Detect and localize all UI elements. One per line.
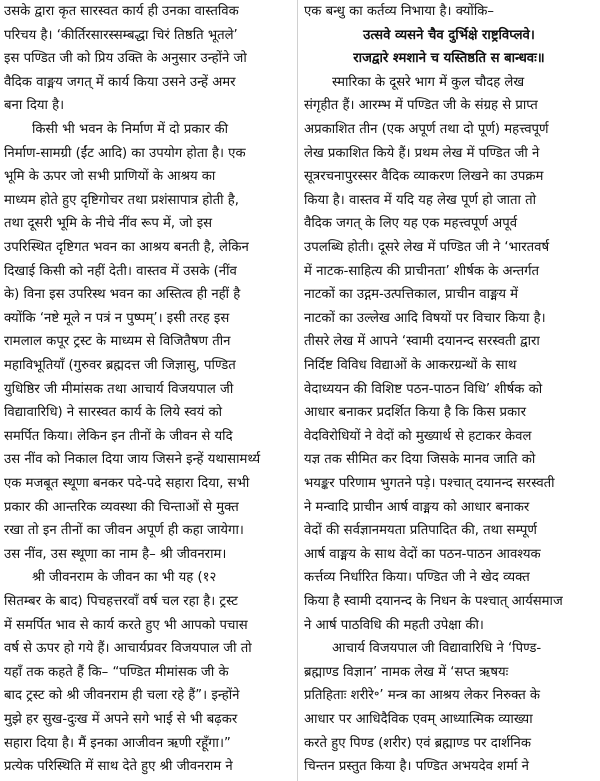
right-column-line: सूत्ररचनापुरस्सर वैदिक व्याकरण लिखने का उपक्रम	[304, 169, 544, 185]
right-column-line: वैदिक जगत् के लिए यह एक महत्त्वपूर्ण अपूर्व	[304, 216, 518, 232]
right-column-line: लेख प्रकाशित किये हैं। प्रथम लेख में पण्डित जी ने	[304, 145, 540, 161]
right-column-line: राजद्वारे श्मशाने च यस्तिष्ठति स बान्धवः॥	[353, 51, 545, 67]
left-column-line: मुझे हर सुख-दुःख में अपने सगे भाई से भी बढ़कर	[4, 712, 238, 727]
left-column-line: निर्माण-सामग्री (ईंट आदि) का उपयोग होता है। एक	[4, 145, 246, 161]
right-column-line: कर्त्तव्य निर्धारित किया। पण्डित जी ने खेद व्यक्त	[304, 570, 530, 586]
left-column-line: में समर्पित भाव से कार्य करते हुए भी आपको पचास	[4, 617, 248, 633]
right-column-line: भयङ्कर परिणाम भुगतने पड़े। पश्चात् दयानन्द सरस्वती	[304, 476, 555, 491]
left-column-line: सहारा दिया है। मैं इनका आजीवन ऋणी रहूँगा।”	[4, 735, 231, 751]
left-column-line: प्रत्येक परिस्थिति में साथ देते हुए श्री जीवनराम ने	[4, 759, 233, 775]
right-column-line: निर्दिष्ट विविध विद्याओं के आकरग्रन्थों के साथ	[304, 358, 517, 373]
right-column-line: आधार पर आधिदैविक एवम् आध्यात्मिक व्याख्या	[304, 712, 533, 727]
left-column-line: बना दिया है।	[4, 98, 65, 114]
right-column-line: एक बन्धु का कर्तव्य निभाया है। क्योंकि–	[304, 4, 494, 19]
left-column-line: उस नींव, उस स्थूणा का नाम है– श्री जीवनराम।	[4, 546, 227, 562]
right-column-line: आचार्य विजयपाल जी विद्यावारिधि ने ‘पिण्ड-	[332, 641, 542, 657]
right-column-line: संगृहीत हैं। आरम्भ में पण्डित जी के संग्रह से प्राप्त	[304, 98, 538, 114]
right-column-line: किया है स्वामी दयानन्द के निधन के पश्चात् आर्यसमाज	[304, 594, 563, 609]
left-column-line: किसी भी भवन के निर्माण में दो प्रकार की	[32, 122, 229, 137]
right-column-line: ब्रह्माण्ड विज्ञान’ नामक लेख में ‘सप्त ऋषयः	[304, 664, 509, 680]
left-column-line: तथा दूसरी भूमि के नीचे नींव रूप में, जो इस	[4, 216, 213, 232]
left-column-line: वर्ष से ऊपर हो गये हैं। आचार्यप्रवर विजयपाल जी तो	[4, 641, 252, 657]
right-column-line: करते हुए पिण्ड (शरीर) एवं ब्रह्माण्ड पर दार्शनिक	[304, 735, 531, 751]
right-column-line: वेदाध्ययन की विशिष्ट पठन-पाठन विधि’ शीर्षक को	[304, 381, 543, 397]
left-column-line: युधिष्ठिर जी मीमांसक तथा आचार्य विजयपाल जी	[4, 381, 234, 397]
left-column-line: महाविभूतियाँ (गुरुवर ब्रह्मदत्त जी जिज्ञासु, पण्डित	[4, 358, 236, 373]
left-column-line: क्योंकि ‘नष्टे मूले न पत्रं न पुष्पम्’। इसी तरह इस	[4, 310, 230, 326]
left-column-line: उस नींव को निकाल दिया जाय जिसने इन्हें यथासामर्थ्य	[4, 452, 261, 468]
right-column-line: किया है। वास्तव में यदि यह लेख पूर्ण हो जाता तो	[304, 192, 537, 208]
right-column-line: उपलब्धि होती। दूसरे लेख में पण्डित जी ने ‘भारतवर्ष	[304, 240, 550, 255]
left-column-line: उसके द्वारा कृत सारस्वत कार्य ही उनका वास्तविक	[4, 4, 239, 19]
left-column-line: प्रकार की आन्तरिक व्यवस्था की चिन्ताओं से मुक्त	[4, 499, 239, 515]
right-column-line: वेदविरोधियों ने वेदों को मुख्यार्थ से हटाकर केवल	[304, 428, 532, 444]
right-column-line: नाटकों का उल्लेख आदि विषयों पर विचार किया है।	[304, 310, 546, 326]
right-column-line: प्रतिहिताः शरीरे॰’ मन्त्र का आश्रय लेकर निरुक्त के	[304, 688, 541, 704]
right-column-line: यज्ञ तक सीमित कर दिया जिसके मानव जाति को	[304, 452, 536, 468]
right-column-line: चिन्तन प्रस्तुत किया है। पण्डित अभयदेव शर्मा ने	[304, 759, 529, 775]
left-column-line: समर्पित किया। लेकिन इन तीनों के जीवन से यदि	[4, 428, 233, 444]
left-column-line: परिचय है। ‘कीर्तिरसारस्सम्बद्धा चिरं तिष्ठति भूतले’	[4, 27, 238, 43]
left-column-line: रामलाल कपूर ट्रस्ट के माध्यम से विजितैषण तीन	[4, 334, 231, 350]
left-column-line: यहाँ तक कहते हैं कि– “पण्डित मीमांसक जी के	[4, 664, 229, 680]
left-column-line: माध्यम होते हुए दृष्टिगोचर तथा प्रशंसापात्र होती है,	[4, 192, 239, 208]
right-column-line: तीसरे लेख में आपने ‘स्वामी दयानन्द सरस्वती द्वारा	[304, 334, 540, 350]
left-column-line: भूमि के ऊपर जो सभी प्राणियों के आश्रय का	[4, 169, 216, 185]
right-column-line: अप्रकाशित तीन (एक अपूर्ण तथा दो पूर्ण) महत्त्वपूर्ण	[304, 122, 549, 137]
right-column-line: उत्सवे व्यसने चैव दुर्भिक्षे राष्ट्रविप्लवे।	[363, 27, 535, 43]
left-column-line: रखा तो इन तीनों का जीवन अपूर्ण ही कहा जायेगा।	[4, 523, 244, 539]
left-column-line: श्री जीवनराम के जीवन का भी यह (१२	[32, 570, 217, 586]
right-column-line: आधार बनाकर प्रदर्शित किया है कि किस प्रकार	[304, 405, 526, 421]
right-column-line: वेदों की सर्वज्ञानमयता प्रतिपादित की, तथा सम्पूर्ण	[304, 523, 537, 539]
right-column-line: नाटकों का उद्गम-उत्पत्तिकाल, प्राचीन वाङ्मय में	[304, 287, 519, 303]
left-column-line: बाद ट्रस्ट को श्री जीवनराम ही चला रहे हैं”। इन्होंने	[4, 688, 240, 704]
right-column-line: स्मारिका के दूसरे भाग में कुल चौदह लेख	[332, 74, 525, 90]
left-column-line: उपरिस्थित दृष्टिगत भवन का आश्रय बनती है, लेकिन	[4, 240, 249, 255]
right-text-column	[304, 0, 594, 781]
left-column-line: इस पण्डित जी को प्रिय उक्ति के अनुसार उन्होंने जो	[4, 51, 247, 67]
column-divider	[297, 0, 298, 781]
left-column-line: एक मजबूत स्थूणा बनकर पदे-पदे सहारा दिया, सभी	[4, 476, 250, 491]
left-column-line: सितम्बर के बाद) पिचहत्तरवाँ वर्ष चल रहा है। ट्रस्ट	[4, 594, 238, 609]
left-column-line: विद्यावारिधि) ने सारस्वत कार्य के लिये स्वयं को	[4, 405, 223, 421]
left-column-line: के) विना इस उपरिस्थ भवन का अस्तित्व ही नहीं है	[4, 287, 241, 303]
right-column-line: ने मन्वादि प्राचीन आर्ष वाङ्मय को आधार बनाकर	[304, 499, 530, 515]
left-column-line: दिखाई किसी को नहीं देती। वास्तव में उसके (नींव	[4, 263, 237, 279]
left-column-line: वैदिक वाङ्मय जगत् में कार्य किया उसने उन्हें अमर	[4, 74, 236, 90]
right-column-line: आर्ष वाङ्मय के साथ वेदों का पठन-पाठन आवश्यक	[304, 546, 541, 562]
right-column-line: ने आर्ष पाठविधि की महती उपेक्षा की।	[304, 617, 484, 633]
right-column-line: में नाटक-साहित्य की प्राचीनता’ शीर्षक के अन्तर्गत	[304, 263, 540, 279]
left-text-column	[4, 0, 294, 781]
